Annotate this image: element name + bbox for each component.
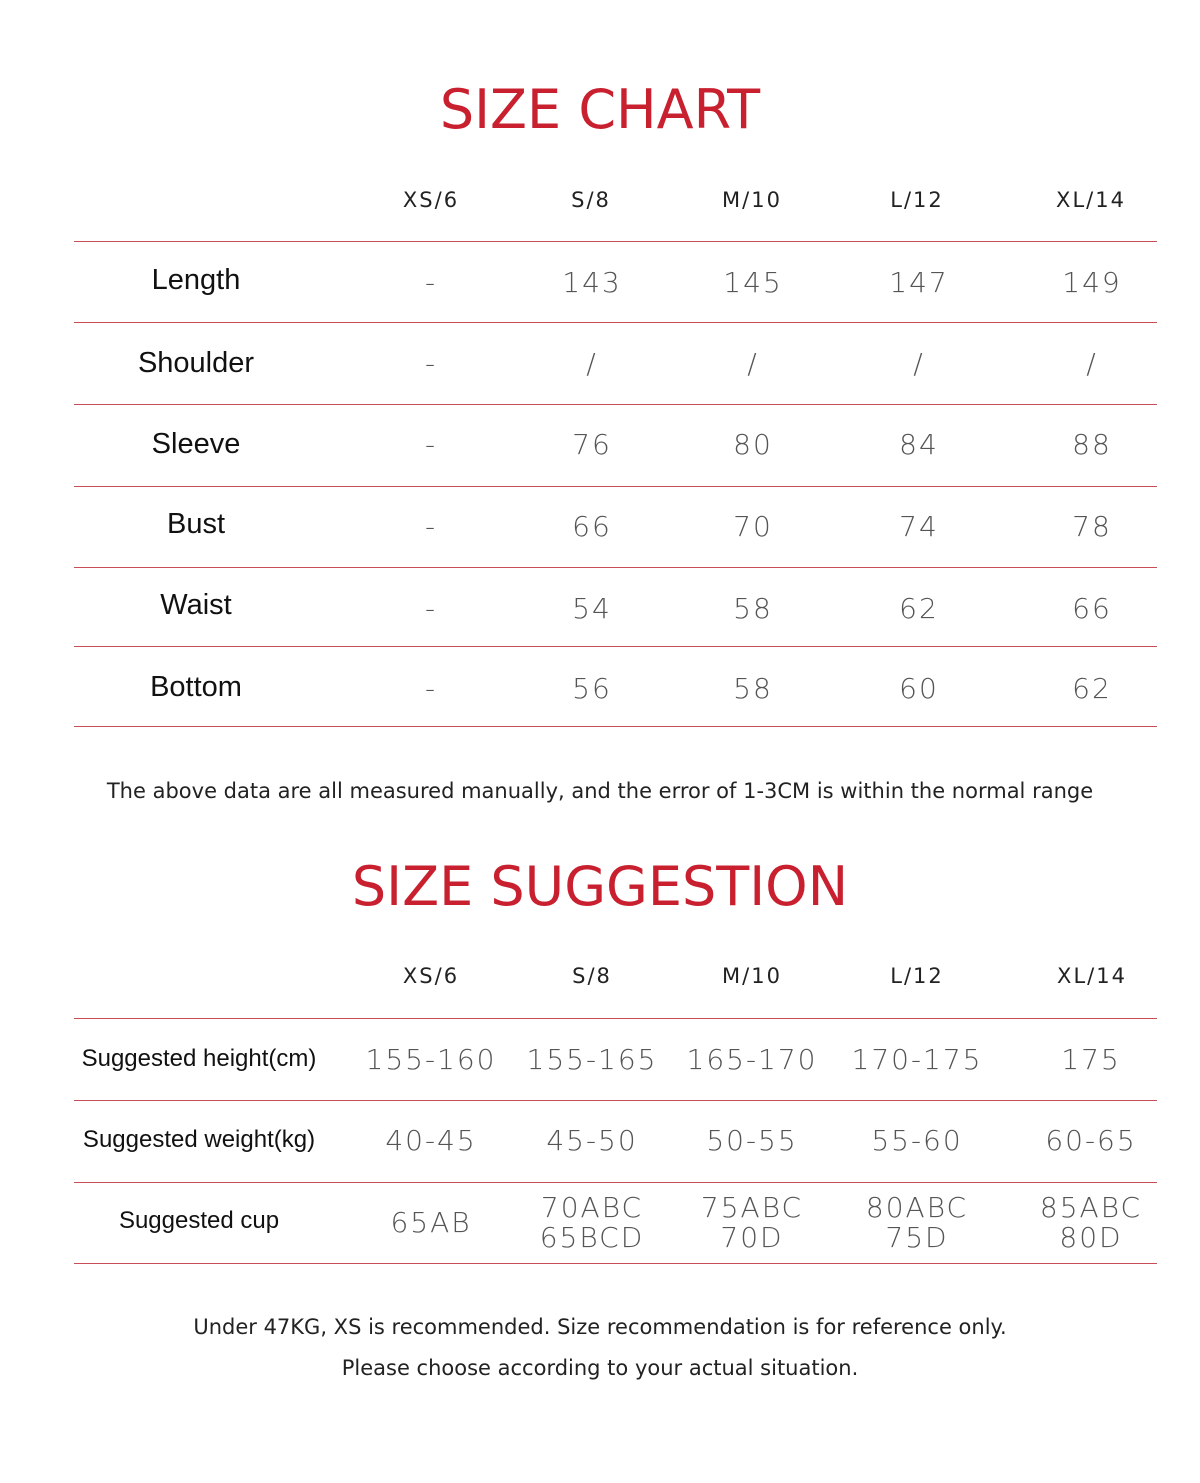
cell-value: 76: [572, 428, 612, 461]
cell-value: 74: [899, 510, 939, 543]
divider: [74, 646, 1157, 647]
column-header: L/12: [890, 188, 944, 212]
cell-value-line: 70D: [720, 1221, 784, 1254]
cell-value: -: [424, 266, 438, 299]
row-label: Suggested height(cm): [81, 1045, 317, 1072]
cell-value: -: [424, 347, 438, 380]
cell-value: 62: [1072, 672, 1112, 705]
cell-value-line: 80D: [1059, 1221, 1123, 1254]
cell-value: -: [424, 592, 438, 625]
cell-value: 155-165: [526, 1043, 658, 1076]
cell-value: 88: [1072, 428, 1112, 461]
cell-value: 50-55: [706, 1124, 798, 1157]
cell-value: 58: [733, 592, 773, 625]
cell-value: /: [913, 347, 925, 380]
column-header: XL/14: [1057, 964, 1127, 988]
measurement-note: The above data are all measured manually, and the error of 1-3CM is within the normal range: [106, 779, 1094, 803]
cell-value: 40-45: [385, 1124, 477, 1157]
size-chart-header: [0, 188, 1200, 218]
cell-value: 54: [572, 592, 612, 625]
cell-value-line: 85ABC: [1039, 1191, 1143, 1224]
divider: [74, 241, 1157, 242]
size-suggestion-title: SIZE SUGGESTION: [351, 855, 849, 918]
cell-value: -: [424, 510, 438, 543]
cell-value-line: 75ABC: [700, 1191, 804, 1224]
cell-value: [866, 1193, 968, 1253]
cell-value: 58: [733, 672, 773, 705]
cell-value: /: [747, 347, 759, 380]
row-label: Suggested cup: [118, 1207, 280, 1234]
cell-value-line: 70ABC: [540, 1191, 644, 1224]
cell-value: 56: [572, 672, 612, 705]
cell-value: 55-60: [871, 1124, 963, 1157]
cell-value: [701, 1193, 803, 1253]
cell-value: 66: [572, 510, 612, 543]
cell-value: 143: [562, 266, 622, 299]
divider: [74, 726, 1157, 727]
cell-value-line: 80ABC: [865, 1191, 969, 1224]
cell-value: 149: [1062, 266, 1122, 299]
divider: [74, 404, 1157, 405]
cell-value: 66: [1072, 592, 1112, 625]
cell-value: 70: [733, 510, 773, 543]
recommendation-note: Under 47KG, XS is recommended. Size recommendation is for reference only.: [193, 1315, 1007, 1339]
cell-value: 175: [1061, 1043, 1121, 1076]
cell-value: 147: [889, 266, 949, 299]
cell-value: 165-170: [686, 1043, 818, 1076]
row-label: Bottom: [150, 671, 242, 703]
cell-value-line: 75D: [885, 1221, 949, 1254]
divider: [74, 567, 1157, 568]
divider: [74, 1100, 1157, 1101]
divider: [74, 322, 1157, 323]
column-header: M/10: [722, 964, 782, 988]
cell-value: -: [424, 672, 438, 705]
cell-value: [540, 1193, 645, 1253]
cell-value-line: 65BCD: [539, 1221, 645, 1254]
column-header: XL/14: [1056, 188, 1126, 212]
row-label: Waist: [160, 589, 232, 621]
cell-value: 60: [899, 672, 939, 705]
size-chart-title: SIZE CHART: [439, 78, 761, 141]
cell-value: /: [586, 347, 598, 380]
size-suggestion-header: [0, 964, 1200, 994]
row-label: Shoulder: [137, 347, 255, 379]
column-header: XS/6: [402, 964, 460, 988]
divider: [74, 486, 1157, 487]
cell-value: [1040, 1193, 1142, 1253]
divider: [74, 1263, 1157, 1264]
cell-value: 60-65: [1045, 1124, 1137, 1157]
cell-value: /: [1086, 347, 1098, 380]
row-label: Sleeve: [151, 428, 241, 460]
row-label: Length: [151, 264, 241, 296]
divider: [74, 1182, 1157, 1183]
cell-value: 84: [899, 428, 939, 461]
column-header: S/8: [572, 964, 612, 988]
cell-value: 65AB: [390, 1206, 472, 1239]
column-header: L/12: [890, 964, 944, 988]
cell-value: 145: [723, 266, 783, 299]
divider: [74, 1018, 1157, 1019]
cell-value: 78: [1072, 510, 1112, 543]
column-header: M/10: [722, 188, 782, 212]
cell-value: 170-175: [851, 1043, 983, 1076]
recommendation-note: Please choose according to your actual situation.: [341, 1356, 859, 1380]
cell-value: 155-160: [365, 1043, 497, 1076]
column-header: XS/6: [402, 188, 460, 212]
row-label: Suggested weight(kg): [82, 1126, 316, 1153]
cell-value: -: [424, 428, 438, 461]
row-label: Bust: [166, 508, 226, 540]
cell-value: 45-50: [546, 1124, 638, 1157]
column-header: S/8: [571, 188, 611, 212]
cell-value: 80: [733, 428, 773, 461]
cell-value: 62: [899, 592, 939, 625]
